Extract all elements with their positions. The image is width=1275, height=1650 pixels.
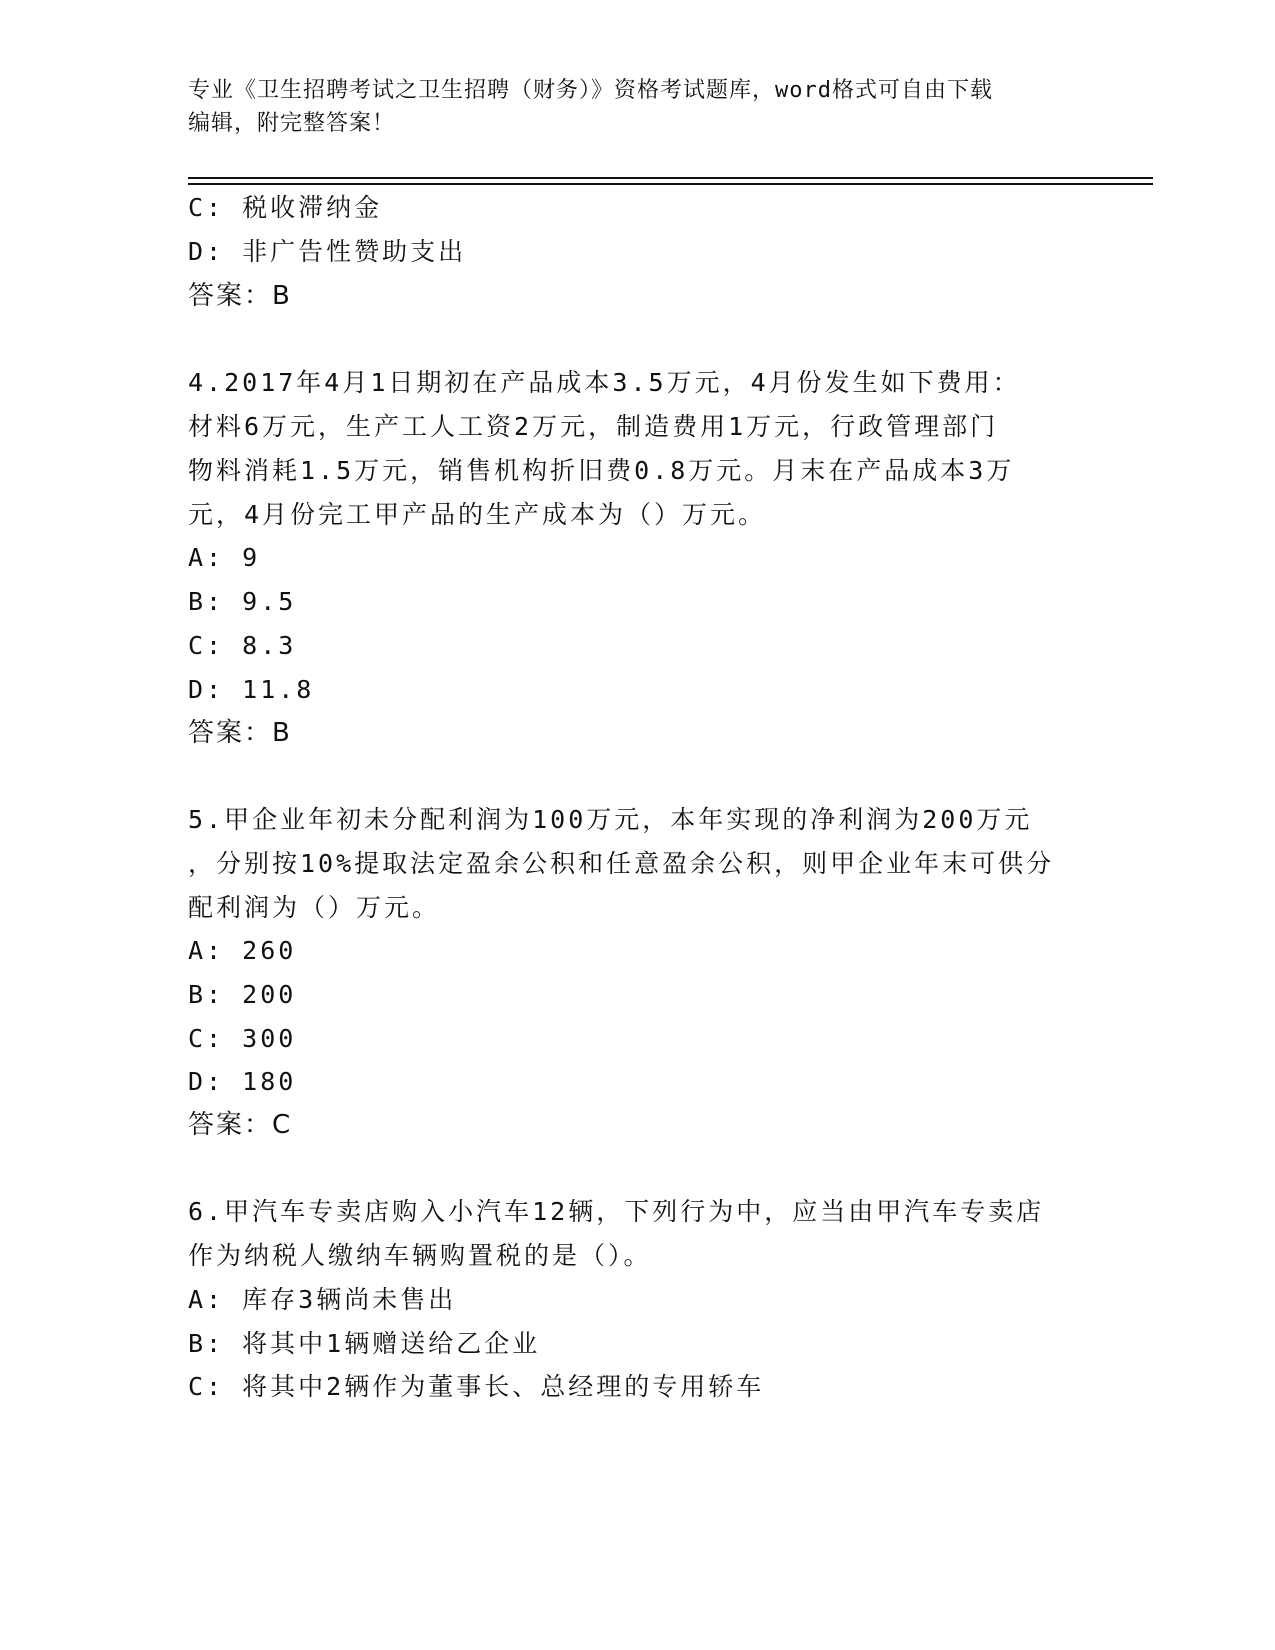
q4-stem-line-1: 4.2017年4月1日期初在产品成本3.5万元，4月份发生如下费用： xyxy=(188,368,1021,397)
q6-stem-line-2: 作为纳税人缴纳车辆购置税的是（）。 xyxy=(188,1241,652,1270)
q6-stem-line-1: 6.甲汽车专卖店购入小汽车12辆，下列行为中，应当由甲汽车专卖店 xyxy=(188,1197,1045,1226)
header-rule-bottom xyxy=(188,183,1153,185)
q5-stem-line-2: ，分别按10%提取法定盈余公积和任意盈余公积，则甲企业年末可供分 xyxy=(188,849,1055,878)
q5-answer: 答案：C xyxy=(188,1110,293,1140)
header-rule-top xyxy=(188,177,1153,179)
q4-option-c: C: 8.3 xyxy=(188,631,297,660)
document-header xyxy=(188,74,1088,140)
q5-option-c: C: 300 xyxy=(188,1024,297,1053)
q4-stem-line-2: 材料6万元，生产工人工资2万元，制造费用1万元，行政管理部门 xyxy=(188,412,999,441)
prev-answer: 答案：B xyxy=(188,281,292,311)
q4-option-b: B: 9.5 xyxy=(188,587,297,616)
q4-answer: 答案：B xyxy=(188,718,292,748)
q5-option-b: B: 200 xyxy=(188,980,297,1009)
header-line-1: 专业《卫生招聘考试之卫生招聘（财务）》资格考试题库，word格式可自由下载 xyxy=(188,78,993,103)
q6-option-b: B: 将其中1辆赠送给乙企业 xyxy=(188,1329,541,1358)
q5-stem-line-1: 5.甲企业年初未分配利润为100万元，本年实现的净利润为200万元 xyxy=(188,805,1033,834)
q4-stem-line-4: 元，4月份完工甲产品的生产成本为（）万元。 xyxy=(188,500,767,529)
q4-option-d: D: 11.8 xyxy=(188,675,315,704)
prev-option-c: C: 税收滞纳金 xyxy=(188,193,383,222)
q5-option-d: D: 180 xyxy=(188,1067,297,1096)
q4-stem-line-3: 物料消耗1.5万元，销售机构折旧费0.8万元。月末在产品成本3万 xyxy=(188,456,1015,485)
q6-option-c: C: 将其中2辆作为董事长、总经理的专用轿车 xyxy=(188,1372,765,1401)
q5-option-a: A: 260 xyxy=(188,936,297,965)
q6-option-a: A: 库存3辆尚未售出 xyxy=(188,1285,457,1314)
prev-option-d: D: 非广告性赞助支出 xyxy=(188,237,467,266)
q4-option-a: A: 9 xyxy=(188,543,261,572)
header-line-2: 编辑，附完整答案！ xyxy=(188,111,396,136)
q5-stem-line-3: 配利润为（）万元。 xyxy=(188,893,441,922)
